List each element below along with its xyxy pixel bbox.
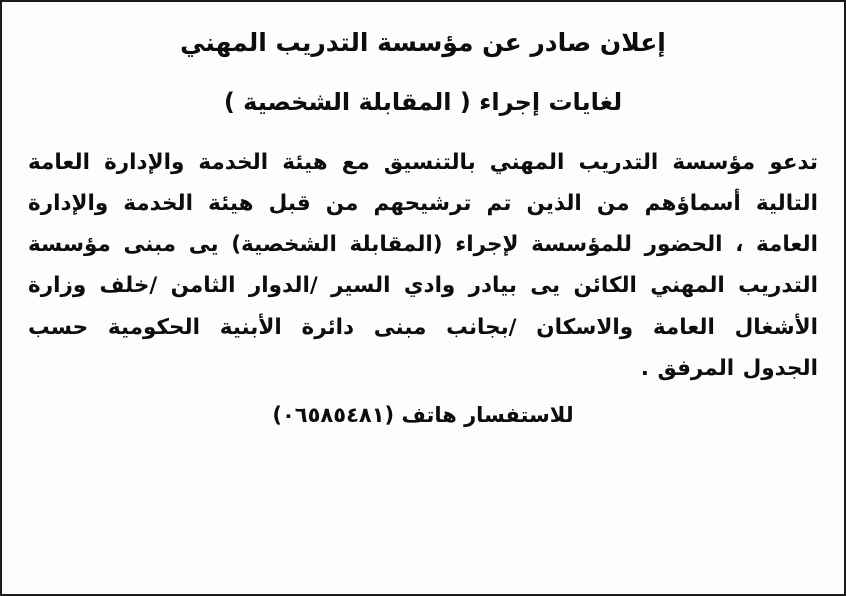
announcement-body <box>28 142 818 390</box>
contact-line <box>28 403 818 427</box>
announcement-headline: إعلان صادر عن مؤسسة التدريب المهني <box>180 28 666 57</box>
announcement-body-main: تدعو مؤسسة التدريب المهني بالتنسيق مع هيئة الخدمة والإدارة العامة التالية أسماؤهم من الذين تم ترشيحهم من قبل هيئة الخدمة والإدارة العامة ، الحضور للمؤسسة لإجراء (المقابلة الشخصية) ﯾﯽ مبنى مؤسسة التدريب المهني الكائن ﯾﯽ بيادر وادي السير /الدوار الثامن /خلف وزارة الأشغال العامة والاسكان /بجانب مبنى دائرة الأبنية الحكومية حسب <box>28 149 818 340</box>
announcement-subheadline: لغايات إجراء ( المقابلة الشخصية ) <box>223 87 623 116</box>
announcement-body-last-line: الجدول المرفق . <box>640 355 818 381</box>
contact-phone-number: ٠٦٥٨٥٤٨١ <box>281 403 385 428</box>
contact-suffix: ) <box>272 403 282 428</box>
contact-prefix: للاستفسار هاتف ( <box>384 403 574 428</box>
